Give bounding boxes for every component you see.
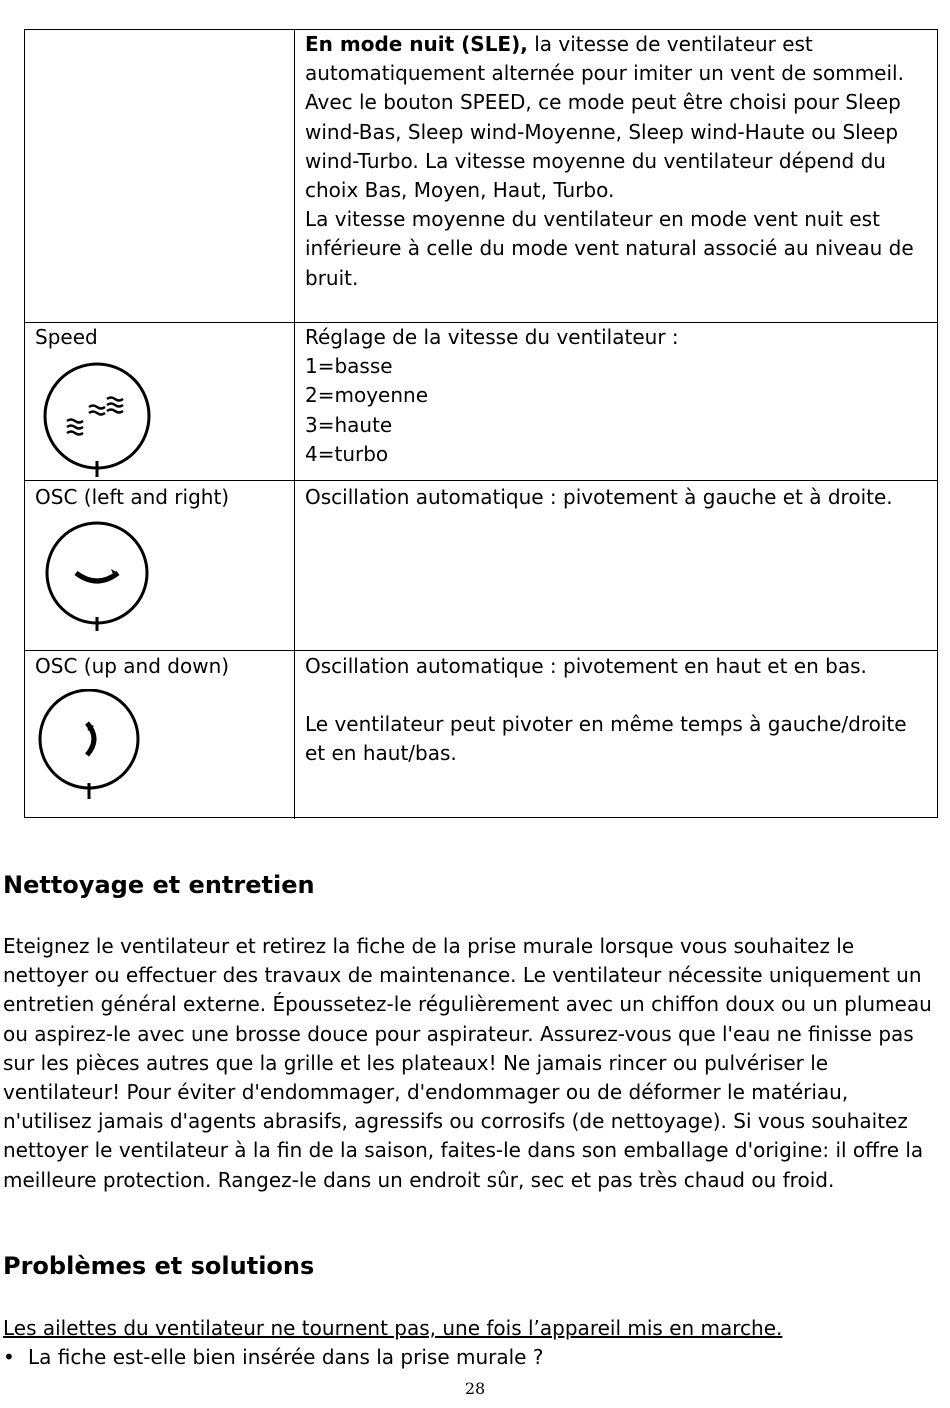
- table-row-speed: [25, 323, 937, 481]
- osc-lr-label: OSC (left and right): [35, 485, 230, 509]
- speed-level-4: 4=turbo: [305, 441, 389, 466]
- osc-ud-description: [295, 651, 937, 769]
- osc-ud-text: Oscillation automatique : pivotement en haut et en bas.: [305, 654, 867, 678]
- sleep-mode-text: la vitesse de ventilateur est automatiquement alternée pour imiter un vent de sommeil. Avec le bouton SPEED, ce mode peut être choisi pour Sleep wind-Bas, Sleep wind-Moyenne, Sleep wind-Haute ou Sleep wind-Turbo. La vitesse moyenne du ventilateur dépend du choix Bas, Moyen, Haut, Turbo.: [305, 32, 904, 203]
- sleep-mode-bold-lead: En mode nuit (SLE),: [305, 32, 528, 56]
- speed-level-3: 3=haute: [305, 412, 393, 437]
- label-cell: [25, 481, 295, 650]
- page-number: 28: [464, 1379, 486, 1398]
- sleep-mode-note: La vitesse moyenne du ventilateur en mode vent nuit est inférieure à celle du mode vent natural associé au niveau de bruit.: [305, 207, 914, 290]
- osc-lr-description: Oscillation automatique : pivotement à gauche et à droite.: [305, 485, 893, 509]
- description-cell: [295, 30, 937, 322]
- description-cell: [295, 323, 937, 480]
- speed-level-1: 1=basse: [305, 354, 393, 379]
- description-cell: [295, 481, 937, 650]
- bullet-item: [3, 1343, 938, 1372]
- speed-description: [295, 323, 937, 469]
- oscillate-vertical-icon: [37, 689, 141, 799]
- table-row-sleep-mode: [25, 30, 937, 323]
- speed-line: Réglage de la vitesse du ventilateur :: [305, 325, 679, 349]
- troubleshooting-heading: Problèmes et solutions: [3, 1252, 315, 1280]
- osc-ud-label: OSC (up and down): [35, 654, 230, 678]
- sleep-mode-description: [295, 30, 937, 293]
- table-row-osc-up-down: [25, 651, 937, 819]
- osc-ud-combined-text: Le ventilateur peut pivoter en même temps à gauche/droite et en haut/bas.: [305, 712, 907, 766]
- speed-wind-icon: [39, 361, 155, 477]
- speed-label: Speed: [35, 325, 98, 349]
- bullet-mark: •: [3, 1345, 15, 1369]
- bullet-text: La fiche est-elle bien insérée dans la prise murale ?: [28, 1345, 544, 1369]
- label-cell: [25, 323, 295, 480]
- label-cell: [25, 651, 295, 819]
- label-cell: [25, 30, 295, 322]
- oscillate-horizontal-icon: [41, 521, 151, 631]
- speed-level-2: 2=moyenne: [305, 383, 428, 408]
- function-table: [24, 29, 938, 818]
- problem-statement: Les ailettes du ventilateur ne tournent pas, une fois l’appareil mis en marche.: [3, 1316, 783, 1340]
- cleaning-heading: Nettoyage et entretien: [3, 871, 315, 899]
- table-row-osc-left-right: [25, 481, 937, 651]
- cleaning-paragraph: Eteignez le ventilateur et retirez la fiche de la prise murale lorsque vous souhaitez le nettoyer ou effectuer des travaux de maintenance. Le ventilateur nécessite uniquement un entretien général externe. Époussetez-le régulièrement avec un chiffon doux ou un plumeau ou aspirez-le avec une brosse douce pour aspirateur. Assurez-vous que l'eau ne finisse pas sur les pièces autres que la grille et les plateaux! Ne jamais rincer ou pulvériser le ventilateur! Pour éviter d'endommager, d'endommager ou de déformer le matériau, n'utilisez jamais d'agents abrasifs, agressifs ou corrosifs (de nettoyage). Si vous souhaitez nettoyer le ventilateur à la fin de la saison, faites-le dans son emballage d'origine: il offre la meilleure protection. Rangez-le dans un endroit sûr, sec et pas très chaud ou froid.: [3, 934, 932, 1192]
- description-cell: [295, 651, 937, 819]
